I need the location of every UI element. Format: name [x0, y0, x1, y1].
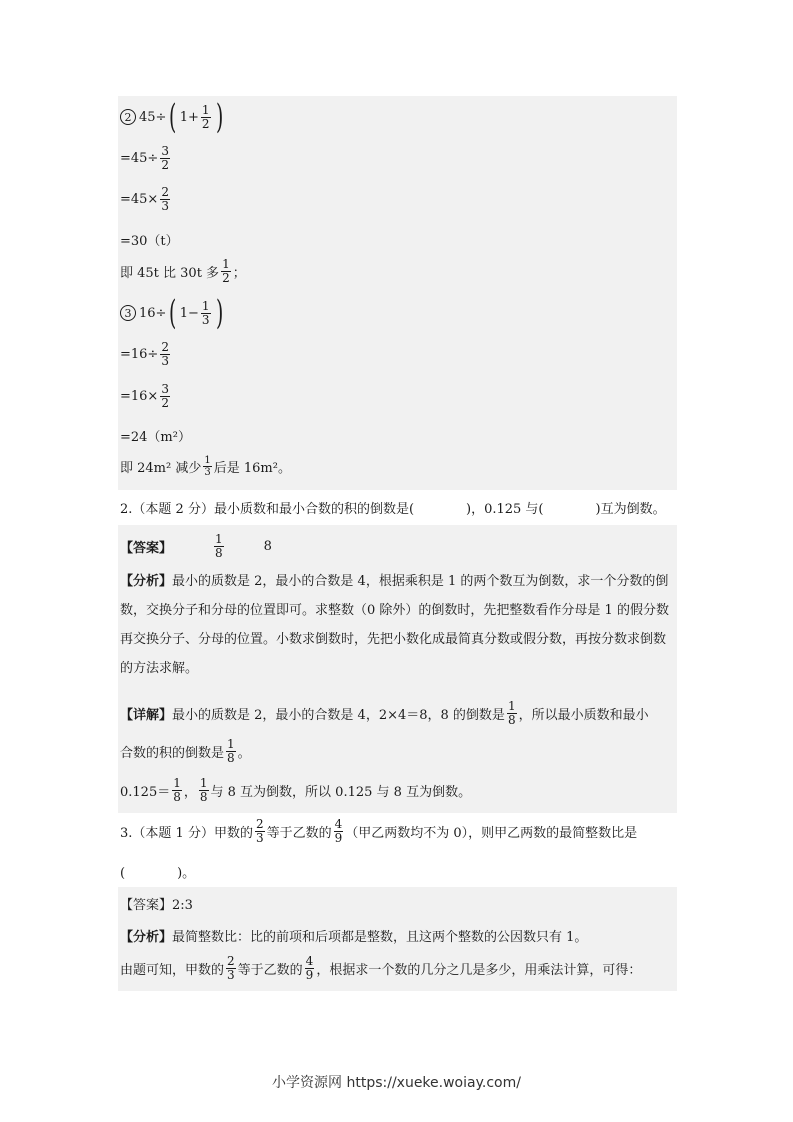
expr-text: 与 8 互为倒数，所以 0.125 与 8 互为倒数。	[210, 785, 472, 800]
expr-text: ；	[232, 266, 246, 281]
expr-text: 后是 16m²。	[213, 461, 291, 476]
expr-text: 即 45t 比 30t 多	[120, 266, 220, 281]
footer-watermark: 小学资源网 https://xueke.woiay.com/	[272, 1075, 521, 1091]
expr-text: 16÷	[139, 305, 167, 321]
step-line: =30（t）	[120, 234, 179, 249]
answer-fraction: $\frac{1}{8}$	[215, 532, 223, 560]
expr-text: ，	[183, 785, 197, 800]
answer-line-q3: 【答案】2:3	[120, 898, 193, 913]
analysis-paragraph	[120, 567, 676, 683]
expr-text: =45÷	[120, 151, 159, 166]
fraction: $\frac{2}{3}$	[161, 185, 169, 213]
step-line	[120, 341, 172, 368]
fraction: $\frac{2}{3}$	[227, 954, 235, 982]
detail-line-2	[120, 738, 251, 765]
conclusion-line	[120, 455, 291, 478]
expr-text: ，根据求一个数的几分之几是多少，用乘法计算，可得：	[316, 963, 642, 978]
fraction: $\frac{1}{2}$	[222, 257, 230, 285]
expr-text: 45÷	[139, 109, 167, 125]
expr-text: 。	[237, 746, 251, 761]
analysis-line-q3	[120, 926, 587, 945]
expr-text: 等于乙数的	[266, 826, 332, 841]
fraction: $\frac{3}{2}$	[161, 144, 169, 172]
expr-text: 由题可知，甲数的	[120, 963, 225, 978]
expr-text: =16×	[120, 389, 159, 404]
circle-number: 3	[120, 305, 136, 321]
detail-line-1	[120, 700, 649, 727]
right-paren: )	[215, 97, 223, 137]
analysis-tag: 【分析】	[120, 574, 173, 589]
question-2-text: 2.（本题 2 分）最小质数和最小合数的积的倒数是( )，0.125 与( )互为倒数。	[120, 502, 666, 517]
detail-tag: 【详解】	[120, 708, 173, 723]
fraction: $\frac{1}{8}$	[173, 776, 181, 804]
left-paren: (	[169, 293, 177, 333]
expr-text: =16÷	[120, 347, 159, 362]
fraction: $\frac{4}{9}$	[334, 817, 343, 845]
expr-text: 0.125＝	[120, 785, 171, 800]
expr-text: =45×	[120, 192, 159, 207]
right-paren: )	[215, 293, 223, 333]
answer-tag: 【答案】	[120, 541, 173, 556]
fraction: $\frac{2}{3}$	[255, 817, 264, 845]
solution-block-shade	[118, 96, 677, 490]
expr-text: （甲乙两数均不为 0），则甲乙两数的最简整数比是	[345, 826, 638, 841]
expr-text: 合数的积的倒数是	[120, 746, 225, 761]
step-line	[120, 383, 172, 410]
answer-line	[120, 533, 272, 560]
expr-text: 3.（本题 1 分）甲数的	[120, 826, 253, 841]
step-2-expression	[120, 97, 226, 137]
fraction: $\frac{3}{2}$	[161, 382, 169, 410]
expr-text: 即 24m² 减少	[120, 461, 202, 476]
fraction: $\frac{2}{3}$	[161, 340, 169, 368]
detail-line-3	[120, 777, 471, 804]
expr-text: 最小的质数是 2，最小的合数是 4，2×4＝8，8 的倒数是	[172, 708, 505, 723]
conclusion-line	[120, 258, 246, 285]
fraction: $\frac{1}{3}$	[201, 298, 210, 327]
fraction: $\frac{1}{2}$	[201, 102, 210, 131]
step-line	[120, 145, 172, 172]
fraction: $\frac{1}{8}$	[227, 737, 235, 765]
fraction: $\frac{1}{3}$	[204, 455, 211, 478]
analysis-text: 最小的质数是 2，最小的合数是 4，根据乘积是 1 的两个数互为倒数，求一个分数的倒数，交换分子和分母的位置即可。求整数（0 除外）的倒数时，先把整数看作分母是 1 的假分数再交换分子、分母的位置。小数求倒数时，先把小数化成最简真分数或假分数，再按分数求倒数的方法求解。	[120, 574, 669, 676]
analysis-tag: 【分析】	[120, 930, 173, 945]
step-3-expression	[120, 293, 226, 333]
question-3-line-2: ( )。	[120, 866, 196, 881]
circle-number: 2	[120, 109, 136, 125]
step-line	[120, 186, 172, 213]
expr-text: 等于乙数的	[237, 963, 303, 978]
question-3-line-1	[120, 818, 637, 845]
fraction: $\frac{1}{8}$	[507, 699, 516, 727]
expr-text: ，所以最小质数和最小	[518, 708, 649, 723]
analysis-text: 最简整数比：比的前项和后项都是整数，且这两个整数的公因数只有 1。	[172, 930, 588, 945]
left-paren: (	[169, 97, 177, 137]
answer-second: 8	[263, 539, 272, 554]
step-line: =24（m²）	[120, 430, 191, 445]
expr-text: 1−	[179, 305, 199, 321]
analysis-line-q3-2	[120, 955, 641, 982]
fraction: $\frac{4}{9}$	[305, 954, 314, 982]
fraction: $\frac{1}{8}$	[199, 776, 208, 804]
expr-text: 1+	[179, 109, 199, 125]
